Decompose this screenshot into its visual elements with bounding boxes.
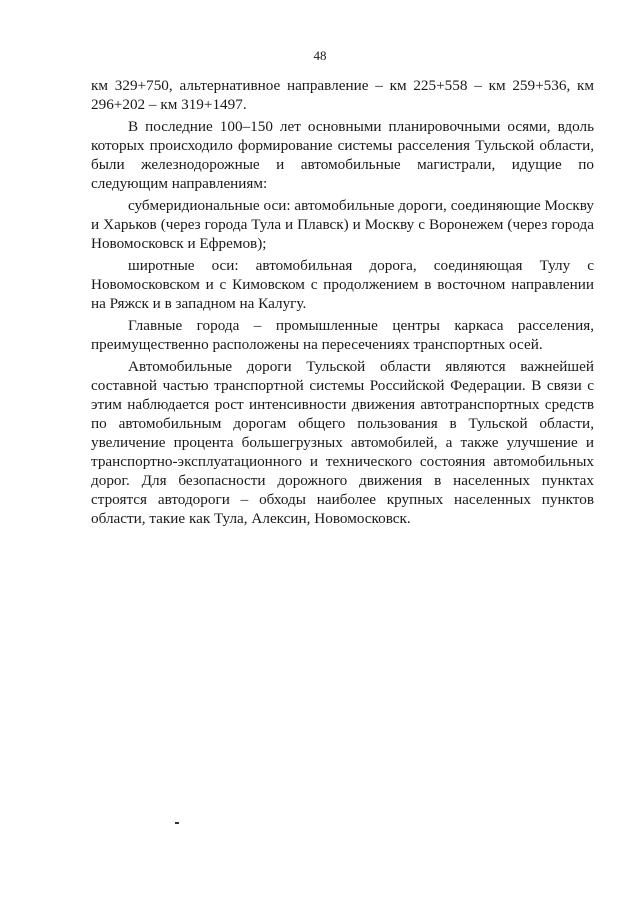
body-text xyxy=(91,76,594,531)
paragraph-3: субмеридиональные оси: автомобильные дороги, соединяющие Москву и Харьков (через города Тула и Плавск) и Москву с Воронежем (через города Новомосковск и Ефремов); xyxy=(91,197,594,252)
paragraph-6: Автомобильные дороги Тульской области являются важнейшей составной частью транспортной системы Российской Федерации. В связи с этим наблюдается рост интенсивности движения автотранспортных средств по автомобильным дорогам общего пользования в Тульской области, увеличение процента большегрузных автомобилей, а также улучшение и транспортно-эксплуатационного и технического состояния автомобильных дорог. Для безопасности дорожного движения в населенных пунктах строятся автодороги – обходы наиболее крупных населенных пунктов области, такие как Тула, Алексин, Новомосковск. xyxy=(91,358,594,527)
paragraph-4: широтные оси: автомобильная дорога, соединяющая Тулу с Новомосковском и с Кимовском с продолжением в восточном направлении на Ряжск и в западном на Калугу. xyxy=(91,257,594,312)
paragraph-1: км 329+750, альтернативное направление – км 225+558 – км 259+536, км 296+202 – км 319+1497. xyxy=(91,77,594,113)
page-number: 48 xyxy=(313,48,327,63)
paragraph-5: Главные города – промышленные центры каркаса расселения, преимущественно расположены на пересечениях транспортных осей. xyxy=(91,317,594,353)
paragraph-2: В последние 100–150 лет основными планировочными осями, вдоль которых происходило формирование системы расселения Тульской области, были железнодорожные и автомобильные магистрали, идущие по следующим направлениям: xyxy=(91,118,594,192)
stray-mark xyxy=(175,822,179,824)
